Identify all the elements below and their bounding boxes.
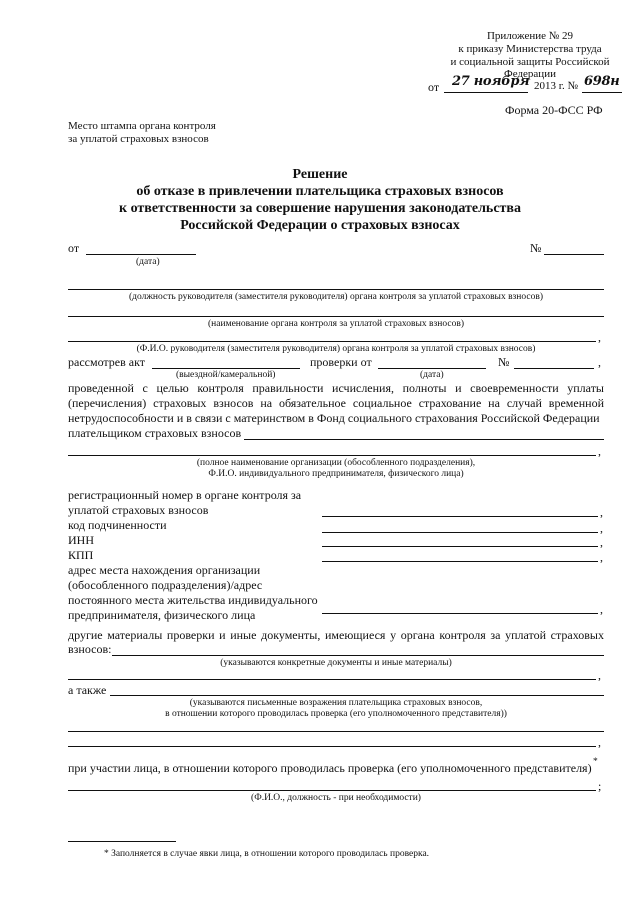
number-field[interactable] <box>544 254 604 255</box>
appendix-number-underline <box>582 92 622 93</box>
address-label-line-1: адрес места нахождения организации <box>68 563 261 577</box>
from-label: от <box>68 241 80 255</box>
payer-caption-line-1: (полное наименование организации (обособленного подразделения), <box>196 458 476 468</box>
objections-comma: , <box>598 735 601 749</box>
payer-name-field[interactable] <box>244 439 604 440</box>
fio-field[interactable] <box>68 341 596 342</box>
fio-caption: (Ф.И.О. руководителя (заместителя руководителя) органа контроля за уплатой страховых взносов) <box>136 344 536 354</box>
act-number-sign: № <box>498 355 510 369</box>
stamp-line-1: Место штампа органа контроля <box>68 120 216 132</box>
kpp-comma: , <box>600 550 603 564</box>
org-field[interactable] <box>68 316 604 317</box>
appendix-line-4: Федерации <box>504 68 556 80</box>
participation-star: * <box>593 757 598 767</box>
act-date-field[interactable] <box>378 368 486 369</box>
footnote-separator <box>68 841 176 842</box>
reg-comma: , <box>600 505 603 519</box>
date-caption: (дата) <box>136 257 160 267</box>
payer-comma: , <box>598 444 601 458</box>
number-sign: № <box>530 241 542 255</box>
paragraph-line-4: плательщиком страховых взносов <box>68 426 242 440</box>
inn-field[interactable] <box>322 546 598 547</box>
other-line-1: другие материалы проверки и иные документы, имеющиеся у органа контроля за уплатой страховых <box>68 628 604 642</box>
appendix-line-1: Приложение № 29 <box>486 30 574 42</box>
other-comma: , <box>598 668 601 682</box>
inn-comma: , <box>600 535 603 549</box>
participation-caption: (Ф.И.О., должность - при необходимости) <box>251 793 421 803</box>
also-label: а также <box>68 683 107 697</box>
participation-text: при участии лица, в отношении которого проводилась проверка (его уполномоченного представителя) <box>68 761 592 775</box>
paragraph-line-2: (перечисления) страховых взносов на обязательное социальное страхование на случай временной <box>68 396 604 410</box>
address-comma: , <box>600 602 603 616</box>
kpp-label: КПП <box>68 548 94 562</box>
appendix-number-handwritten: 698н <box>584 74 620 89</box>
date-field[interactable] <box>86 254 196 255</box>
act-comma: , <box>598 355 601 369</box>
appendix-date-prefix: от <box>428 80 440 94</box>
paragraph-line-1: проведенной с целью контроля правильности исчисления, полноты и своевременности уплаты <box>68 381 604 395</box>
also-caption-line-2: в отношении которого проводилась проверка (его уполномоченного представителя)) <box>165 709 507 719</box>
appendix-line-3: и социальной защиты Российской <box>450 56 610 68</box>
participant-semicolon: ; <box>598 779 602 793</box>
also-caption-line-1: (указываются письменные возражения плательщика страховых взносов, <box>189 698 483 708</box>
address-field[interactable] <box>322 613 598 614</box>
payer-caption-line-2: Ф.И.О. индивидуального предпринимателя, физического лица) <box>208 469 464 479</box>
act-label: рассмотрев акт <box>68 355 146 369</box>
form-name: Форма 20-ФСС РФ <box>505 103 603 117</box>
act-type-field[interactable] <box>152 368 300 369</box>
act-number-field[interactable] <box>514 368 594 369</box>
address-label-line-4: предпринимателя, физического лица <box>68 608 256 622</box>
act-check-from: проверки от <box>310 355 372 369</box>
address-label-line-2: (обособленного подразделения)/адрес <box>68 578 263 592</box>
appendix-line-2: к приказу Министерства труда <box>458 43 602 55</box>
title-line-4: Российской Федерации о страховых взносах <box>180 218 460 233</box>
fio-comma: , <box>598 330 601 344</box>
other-caption: (указываются конкретные документы и иные материалы) <box>220 658 452 668</box>
kpp-field[interactable] <box>322 561 598 562</box>
title-line-3: к ответственности за совершение нарушения законодательства <box>119 201 521 216</box>
other-line-2: взносов: <box>68 642 112 656</box>
org-caption: (наименование органа контроля за уплатой страховых взносов) <box>208 319 464 329</box>
objections-field-3[interactable] <box>68 746 596 747</box>
reg-label-line-1: регистрационный номер в органе контроля за <box>68 488 302 502</box>
objections-field[interactable] <box>110 695 604 696</box>
act-type-caption: (выездной/камеральной) <box>176 370 276 380</box>
objections-field-2[interactable] <box>68 731 604 732</box>
other-materials-field[interactable] <box>112 655 604 656</box>
paragraph-line-3: нетрудоспособности и в связи с материнством в Фонд социального страхования Российской Федерации <box>68 411 600 425</box>
appendix-date-underline <box>444 92 528 93</box>
stamp-line-2: за уплатой страховых взносов <box>68 133 209 145</box>
code-label: код подчиненности <box>68 518 167 532</box>
title-line-2: об отказе в привлечении плательщика страховых взносов <box>136 184 504 199</box>
address-label-line-3: постоянного места жительства индивидуального <box>68 593 318 607</box>
code-field[interactable] <box>322 532 598 533</box>
reg-number-field[interactable] <box>322 516 598 517</box>
act-date-caption: (дата) <box>420 370 444 380</box>
appendix-date-suffix: 2013 г. № <box>534 80 579 92</box>
title-line-1: Решение <box>292 167 348 182</box>
inn-label: ИНН <box>68 533 94 547</box>
payer-name-field-2[interactable] <box>68 455 596 456</box>
appendix-date-handwritten: 27 ноября <box>452 74 530 89</box>
footnote: * Заполняется в случае явки лица, в отношении которого проводилась проверка. <box>104 849 430 859</box>
code-comma: , <box>600 521 603 535</box>
other-materials-field-2[interactable] <box>68 679 596 680</box>
position-caption: (должность руководителя (заместителя руководителя) органа контроля за уплатой страховых взносов) <box>128 292 543 302</box>
position-field[interactable] <box>68 289 604 290</box>
reg-label-line-2: уплатой страховых взносов <box>68 503 209 517</box>
participant-field[interactable] <box>68 790 596 791</box>
